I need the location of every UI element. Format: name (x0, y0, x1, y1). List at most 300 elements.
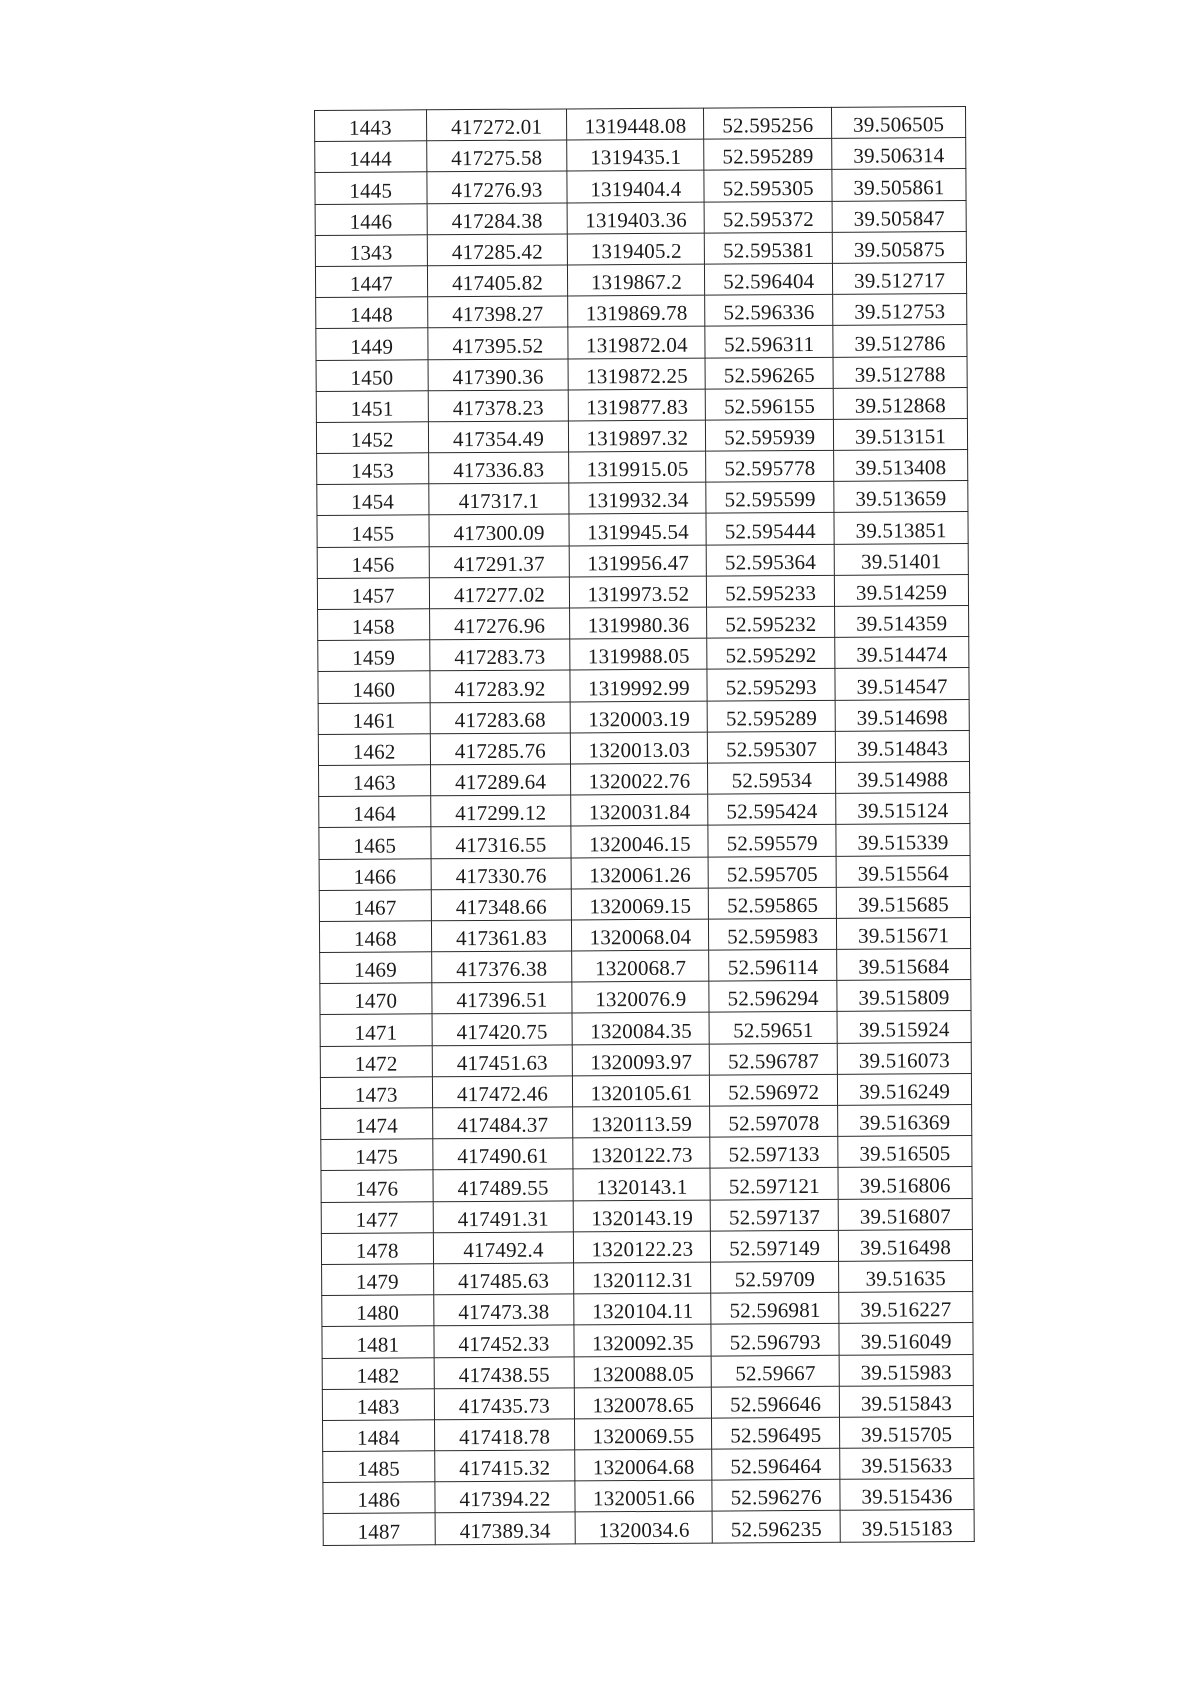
y-coordinate-value: 1320068.04 (589, 924, 692, 950)
longitude-cell (837, 1042, 971, 1074)
longitude-cell (837, 980, 971, 1012)
latitude-cell (706, 513, 834, 545)
table-row (319, 917, 970, 952)
x-coordinate-value: 417472.46 (456, 1081, 549, 1107)
longitude-value: 39.515983 (860, 1359, 952, 1385)
point-number-cell (320, 983, 432, 1015)
x-coordinate-value: 417276.96 (454, 613, 546, 639)
latitude-value: 52.59651 (733, 1017, 814, 1043)
y-coordinate-value: 1320069.55 (592, 1423, 695, 1449)
latitude-cell (712, 1511, 840, 1543)
point-number-value: 1445 (349, 178, 393, 203)
x-coordinate-value: 417300.09 (453, 520, 545, 545)
x-coordinate-cell (427, 265, 568, 297)
point-number-value: 1449 (350, 334, 394, 359)
point-number-cell (321, 1139, 433, 1171)
longitude-cell (833, 262, 967, 294)
point-number-cell (316, 297, 428, 329)
y-coordinate-cell (568, 233, 705, 265)
y-coordinate-value: 1320122.73 (590, 1143, 693, 1168)
latitude-value: 52.595292 (725, 643, 817, 668)
longitude-value: 39.512786 (854, 330, 946, 356)
point-number-cell (319, 858, 431, 890)
x-coordinate-value: 417452.33 (458, 1331, 550, 1356)
x-coordinate-value: 417272.01 (451, 114, 543, 140)
x-coordinate-cell (432, 1138, 573, 1170)
y-coordinate-value: 1319404.4 (590, 176, 682, 201)
table-row (321, 1229, 972, 1264)
y-coordinate-value: 1320084.35 (590, 1018, 692, 1043)
point-number-cell (319, 827, 431, 859)
latitude-cell (705, 357, 833, 389)
latitude-cell (709, 918, 837, 950)
longitude-cell (840, 1510, 974, 1542)
latitude-cell (707, 575, 835, 607)
y-coordinate-cell (574, 1200, 711, 1232)
x-coordinate-cell (430, 733, 571, 765)
latitude-cell (711, 1261, 839, 1293)
y-coordinate-cell (572, 981, 709, 1013)
x-coordinate-cell (430, 702, 571, 734)
point-number-cell (316, 390, 428, 422)
y-coordinate-value: 1320061.26 (589, 862, 692, 888)
x-coordinate-value: 417491.31 (457, 1206, 549, 1231)
point-number-value: 1486 (357, 1487, 401, 1513)
latitude-cell (706, 482, 834, 514)
x-coordinate-value: 417316.55 (455, 832, 547, 857)
y-coordinate-cell (572, 950, 709, 982)
point-number-value: 1465 (353, 833, 397, 858)
point-number-value: 1457 (351, 583, 395, 608)
table-row (315, 200, 966, 235)
longitude-value: 39.512717 (854, 268, 946, 293)
point-number-value: 1463 (352, 770, 396, 795)
latitude-value: 52.596155 (723, 393, 816, 419)
longitude-value: 39.515124 (857, 798, 949, 824)
table-row (316, 356, 967, 391)
x-coordinate-cell (431, 889, 572, 921)
point-number-value: 1467 (353, 895, 397, 920)
longitude-cell (834, 574, 968, 606)
y-coordinate-cell (572, 857, 709, 889)
y-coordinate-cell (570, 638, 707, 670)
x-coordinate-cell (434, 1419, 575, 1451)
longitude-value: 39.515339 (857, 829, 949, 855)
y-coordinate-value: 1319915.05 (586, 456, 689, 482)
y-coordinate-value: 1320104.11 (592, 1299, 694, 1324)
x-coordinate-value: 417275.58 (451, 145, 543, 171)
x-coordinate-value: 417336.83 (453, 457, 545, 483)
longitude-value: 39.514843 (856, 736, 949, 761)
longitude-cell (836, 886, 970, 918)
latitude-cell (711, 1355, 839, 1387)
y-coordinate-cell (568, 295, 705, 327)
longitude-cell (838, 1198, 972, 1230)
latitude-cell (710, 1074, 838, 1106)
point-number-cell (315, 172, 427, 204)
latitude-value: 52.596114 (727, 955, 819, 980)
point-number-value: 1454 (351, 489, 395, 515)
point-number-value: 1485 (357, 1456, 401, 1482)
y-coordinate-value: 1320046.15 (588, 831, 691, 856)
x-coordinate-value: 417418.78 (459, 1424, 551, 1450)
table-row (320, 1042, 971, 1077)
longitude-cell (836, 793, 970, 825)
x-coordinate-cell (434, 1450, 575, 1482)
point-number-value: 1443 (348, 115, 392, 140)
y-coordinate-cell (571, 825, 708, 857)
point-number-value: 1447 (349, 271, 393, 296)
latitude-cell (706, 450, 834, 482)
y-coordinate-cell (569, 389, 706, 421)
latitude-value: 52.597137 (728, 1204, 821, 1230)
latitude-cell (707, 669, 835, 701)
latitude-value: 52.595256 (722, 113, 814, 138)
longitude-cell (837, 949, 971, 981)
latitude-value: 52.595939 (724, 425, 816, 450)
x-coordinate-value: 417492.4 (463, 1237, 544, 1263)
x-coordinate-cell (433, 1325, 574, 1357)
table-row (316, 294, 967, 329)
latitude-cell (711, 1324, 839, 1356)
y-coordinate-value: 1319435.1 (590, 145, 682, 170)
point-number-cell (316, 422, 428, 454)
longitude-value: 39.516505 (859, 1141, 951, 1167)
longitude-value: 39.515564 (857, 860, 949, 886)
x-coordinate-value: 417405.82 (451, 270, 544, 296)
x-coordinate-value: 417283.68 (454, 707, 546, 732)
point-number-value: 1479 (355, 1269, 399, 1294)
latitude-cell (709, 887, 837, 919)
x-coordinate-cell (427, 203, 568, 235)
longitude-cell (833, 356, 967, 388)
point-number-cell (316, 359, 428, 391)
x-coordinate-value: 417390.36 (452, 364, 544, 389)
x-coordinate-cell (429, 577, 570, 609)
longitude-cell (839, 1385, 973, 1417)
y-coordinate-value: 1320105.61 (590, 1080, 693, 1106)
y-coordinate-value: 1320088.05 (592, 1361, 695, 1387)
y-coordinate-value: 1320122.23 (591, 1236, 694, 1262)
x-coordinate-cell (426, 171, 567, 203)
longitude-value: 39.512868 (854, 393, 946, 418)
latitude-value: 52.595778 (724, 456, 816, 481)
point-number-value: 1473 (354, 1082, 398, 1107)
longitude-cell (835, 730, 969, 762)
x-coordinate-cell (431, 920, 572, 952)
y-coordinate-cell (570, 545, 707, 577)
point-number-value: 1487 (357, 1519, 401, 1544)
longitude-value: 39.512788 (854, 361, 946, 387)
point-number-cell (323, 1451, 435, 1483)
table-row (315, 169, 966, 204)
longitude-value: 39.505847 (853, 205, 945, 231)
x-coordinate-cell (431, 857, 572, 889)
latitude-cell (711, 1199, 839, 1231)
latitude-cell (708, 793, 836, 825)
point-number-value: 1474 (354, 1113, 398, 1138)
longitude-cell (837, 1011, 971, 1043)
x-coordinate-cell (429, 546, 570, 578)
x-coordinate-value: 417438.55 (458, 1362, 550, 1387)
y-coordinate-value: 1319956.47 (587, 550, 690, 576)
y-coordinate-value: 1319980.36 (587, 612, 690, 638)
y-coordinate-value: 1320112.31 (592, 1267, 694, 1293)
latitude-value: 52.596464 (730, 1454, 822, 1479)
table-row (316, 418, 967, 453)
point-number-cell (322, 1326, 434, 1358)
longitude-cell (838, 1167, 972, 1199)
x-coordinate-value: 417389.34 (459, 1518, 551, 1543)
x-coordinate-value: 417299.12 (455, 800, 547, 826)
longitude-cell (836, 855, 970, 887)
latitude-value: 52.595599 (724, 487, 816, 512)
y-coordinate-cell (570, 607, 707, 639)
x-coordinate-value: 417394.22 (459, 1487, 551, 1512)
latitude-cell (708, 731, 836, 763)
y-coordinate-value: 1319872.25 (586, 363, 688, 389)
longitude-value: 39.505861 (853, 174, 945, 200)
x-coordinate-cell (431, 951, 572, 983)
y-coordinate-cell (572, 919, 709, 951)
longitude-cell (835, 606, 969, 638)
longitude-value: 39.506505 (853, 112, 945, 137)
latitude-value: 52.59667 (735, 1360, 816, 1386)
table-row (319, 855, 970, 890)
table-row (319, 824, 970, 859)
table-row (318, 668, 969, 703)
x-coordinate-value: 417489.55 (457, 1175, 549, 1200)
longitude-value: 39.515705 (861, 1422, 953, 1447)
table-row (323, 1448, 974, 1483)
latitude-value: 52.595705 (726, 861, 819, 887)
table-row (316, 387, 967, 422)
longitude-value: 39.513851 (855, 517, 947, 543)
point-number-value: 1483 (356, 1394, 400, 1419)
longitude-cell (833, 325, 967, 357)
y-coordinate-value: 1319448.08 (584, 113, 687, 139)
table-row (322, 1260, 973, 1295)
longitude-cell (838, 1136, 972, 1168)
y-coordinate-cell (568, 202, 705, 234)
point-number-value: 1469 (354, 957, 397, 983)
table-row (317, 543, 968, 578)
longitude-value: 39.505875 (853, 237, 946, 262)
table-row (315, 138, 966, 173)
latitude-cell (708, 825, 836, 857)
point-number-value: 1476 (355, 1176, 399, 1201)
point-number-cell (323, 1513, 435, 1545)
y-coordinate-cell (571, 794, 708, 826)
point-number-cell (319, 765, 431, 797)
longitude-cell (839, 1323, 973, 1355)
longitude-value: 39.516369 (859, 1110, 951, 1135)
longitude-value: 39.515633 (861, 1453, 953, 1478)
longitude-value: 39.515809 (858, 985, 950, 1011)
point-number-value: 1455 (351, 521, 395, 546)
y-coordinate-cell (570, 669, 707, 701)
latitude-value: 52.595307 (726, 736, 818, 762)
longitude-cell (834, 418, 968, 450)
y-coordinate-value: 1319932.34 (586, 488, 689, 513)
y-coordinate-cell (568, 264, 705, 296)
latitude-value: 52.596787 (727, 1048, 820, 1074)
x-coordinate-value: 417473.38 (458, 1299, 550, 1325)
latitude-value: 52.597133 (728, 1142, 820, 1167)
point-number-value: 1452 (350, 427, 394, 452)
longitude-cell (833, 387, 967, 419)
latitude-cell (704, 201, 832, 233)
latitude-value: 52.595983 (727, 923, 819, 949)
point-number-cell (317, 546, 429, 578)
latitude-cell (704, 139, 832, 171)
latitude-cell (707, 700, 835, 732)
point-number-cell (317, 453, 429, 485)
table-row (321, 1105, 972, 1140)
point-number-cell (322, 1388, 434, 1420)
point-number-value: 1484 (356, 1425, 400, 1450)
y-coordinate-value: 1320034.6 (598, 1517, 690, 1542)
y-coordinate-value: 1319992.99 (587, 675, 690, 700)
longitude-cell (840, 1416, 974, 1448)
y-coordinate-value: 1319869.78 (585, 301, 688, 326)
latitude-value: 52.596336 (723, 300, 815, 325)
x-coordinate-cell (428, 358, 569, 390)
table-row (321, 1136, 972, 1171)
point-number-cell (322, 1357, 434, 1389)
y-coordinate-cell (576, 1512, 713, 1544)
point-number-cell (315, 235, 427, 267)
longitude-value: 39.513151 (854, 424, 947, 449)
x-coordinate-value: 417398.27 (452, 301, 544, 327)
x-coordinate-value: 417396.51 (456, 988, 548, 1013)
point-number-cell (316, 328, 428, 360)
x-coordinate-cell (435, 1512, 576, 1544)
y-coordinate-cell (567, 108, 704, 140)
latitude-cell (710, 1168, 838, 1200)
x-coordinate-cell (433, 1263, 574, 1295)
x-coordinate-cell (426, 140, 567, 172)
y-coordinate-value: 1319403.36 (585, 207, 688, 233)
y-coordinate-cell (570, 576, 707, 608)
y-coordinate-cell (571, 763, 708, 795)
latitude-cell (705, 326, 833, 358)
table-row (321, 1198, 972, 1233)
latitude-value: 52.596646 (730, 1391, 822, 1417)
latitude-value: 52.596981 (729, 1298, 821, 1323)
x-coordinate-value: 417289.64 (455, 769, 547, 795)
latitude-value: 52.596311 (723, 331, 815, 356)
y-coordinate-cell (569, 482, 706, 514)
point-number-cell (321, 1233, 433, 1265)
latitude-value: 52.595232 (725, 612, 817, 637)
latitude-cell (711, 1230, 839, 1262)
latitude-value: 52.596404 (723, 269, 815, 294)
longitude-value: 39.514698 (856, 704, 948, 730)
y-coordinate-cell (573, 1044, 710, 1076)
point-number-value: 1451 (350, 396, 394, 421)
point-number-cell (319, 889, 431, 921)
x-coordinate-value: 417317.1 (458, 489, 540, 514)
latitude-cell (711, 1292, 839, 1324)
y-coordinate-cell (573, 1137, 710, 1169)
latitude-value: 52.595381 (722, 237, 815, 263)
point-number-cell (321, 1108, 433, 1140)
longitude-cell (837, 917, 971, 949)
table-row (318, 730, 969, 765)
longitude-value: 39.515436 (861, 1484, 953, 1510)
longitude-value: 39.515671 (858, 923, 950, 948)
y-coordinate-value: 1320069.15 (589, 893, 692, 919)
longitude-cell (836, 761, 970, 793)
x-coordinate-value: 417451.63 (456, 1050, 548, 1075)
latitude-value: 52.596972 (728, 1079, 820, 1105)
y-coordinate-cell (571, 701, 708, 733)
y-coordinate-cell (567, 170, 704, 202)
latitude-cell (705, 263, 833, 295)
x-coordinate-value: 417376.38 (456, 956, 548, 982)
point-number-value: 1475 (355, 1144, 399, 1170)
x-coordinate-cell (433, 1294, 574, 1326)
table-row (322, 1292, 973, 1327)
y-coordinate-value: 1320113.59 (591, 1111, 693, 1137)
y-coordinate-value: 1319872.04 (585, 332, 688, 357)
y-coordinate-cell (575, 1418, 712, 1450)
point-number-value: 1472 (354, 1051, 398, 1076)
table-row (317, 574, 968, 609)
table-row (320, 1011, 971, 1046)
x-coordinate-value: 417283.73 (454, 644, 546, 670)
point-number-cell (320, 1077, 432, 1109)
point-number-value: 1466 (353, 864, 397, 889)
point-number-cell (319, 796, 431, 828)
x-coordinate-value: 417490.61 (457, 1143, 549, 1169)
x-coordinate-value: 417395.52 (452, 333, 544, 358)
table-row (315, 107, 966, 142)
longitude-value: 39.512753 (854, 299, 946, 325)
y-coordinate-cell (574, 1293, 711, 1325)
x-coordinate-cell (432, 1107, 573, 1139)
longitude-value: 39.515924 (858, 1016, 950, 1042)
y-coordinate-value: 1320143.1 (596, 1174, 688, 1199)
table-row (322, 1323, 973, 1358)
longitude-cell (833, 294, 967, 326)
latitude-cell (708, 856, 836, 888)
y-coordinate-value: 1320064.68 (592, 1454, 695, 1480)
latitude-cell (710, 1105, 838, 1137)
longitude-cell (834, 543, 968, 575)
x-coordinate-cell (429, 670, 570, 702)
latitude-cell (707, 544, 835, 576)
y-coordinate-value: 1320051.66 (592, 1486, 695, 1511)
y-coordinate-cell (567, 139, 704, 171)
table-row (317, 481, 968, 516)
x-coordinate-cell (430, 826, 571, 858)
y-coordinate-cell (575, 1449, 712, 1481)
latitude-value: 52.596793 (729, 1329, 821, 1354)
longitude-value: 39.514259 (855, 580, 948, 605)
table-row (323, 1510, 974, 1545)
longitude-value: 39.516807 (859, 1203, 951, 1229)
table-row (318, 699, 969, 734)
y-coordinate-value: 1320031.84 (588, 800, 691, 825)
x-coordinate-cell (434, 1388, 575, 1420)
x-coordinate-value: 417484.37 (457, 1112, 549, 1138)
point-number-value: 1478 (355, 1238, 399, 1263)
y-coordinate-cell (575, 1387, 712, 1419)
latitude-value: 52.597078 (728, 1111, 820, 1136)
point-number-cell (323, 1482, 435, 1514)
